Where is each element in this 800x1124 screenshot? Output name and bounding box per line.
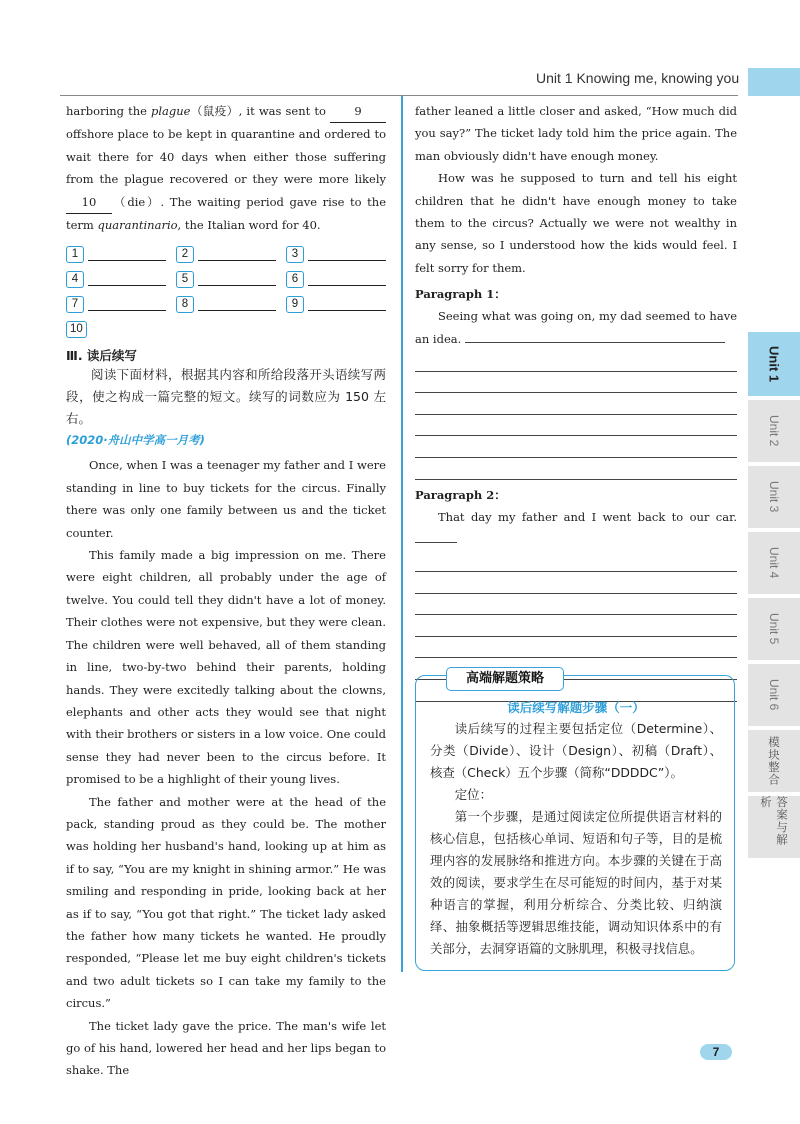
source-label: (2020·舟山中学高一月考) [66, 433, 205, 448]
answer-slot[interactable] [286, 292, 386, 313]
story-paragraph: Once, when I was a teenager my father and I were standing in line to buy tickets for the circus. Finally there was only one family between us and the ticket counter. [66, 458, 386, 540]
paragraph-2-label: Paragraph 2： [415, 487, 506, 502]
strategy-subtitle: 读后续写解题步骤（一） [507, 700, 645, 715]
header-rule [60, 95, 738, 96]
answer-slot[interactable] [286, 242, 386, 263]
story-paragraph: father leaned a little closer and asked, “How much did you say?” The ticket lady told him the price again. The man obviously didn't have enough money. [415, 104, 737, 163]
strategy-paragraph: 第一个步骤，是通过阅读定位所提供语言材料的核心信息，包括核心单词、短语和句子等，目的是梳理内容的发展脉络和推进方向。本步骤的关键在于高效的阅读，要求学生在尽可能短的时间内，基于对某种语言的掌握，利用分析综合、分类比较、归纳演绎、抽象概括等逻辑思维技能，调动知识体系中的有关部分，去洞穿语篇的文脉肌理，积极寻找信息。 [430, 809, 722, 956]
answer-slot[interactable] [286, 267, 386, 288]
paragraph-1-writing-area[interactable] [415, 350, 737, 480]
right-column [415, 100, 737, 702]
tab-unit-1[interactable]: Unit 1 [748, 332, 800, 396]
paragraph-1-opening: Seeing what was going on, my dad seemed to have an idea. [415, 309, 737, 346]
blank-number: 6 [286, 271, 304, 288]
strategy-tab-label: 高端解题策略 [446, 667, 564, 691]
blank-number: 1 [66, 246, 84, 263]
tab-unit-2[interactable]: Unit 2 [748, 400, 800, 462]
paragraph-1-label: Paragraph 1： [415, 287, 506, 302]
page-number: 7 [700, 1044, 732, 1060]
answer-blank-10[interactable]: 10 [66, 191, 112, 214]
header-color-block [748, 68, 800, 96]
answer-blank-9[interactable]: 9 [330, 100, 386, 123]
instructions: 阅读下面材料，根据其内容和所给段落开头语续写两段，使之构成一篇完整的短文。续写的词数应为 150 左右。 [66, 367, 386, 427]
blank-number: 4 [66, 271, 84, 288]
blank-number: 2 [176, 246, 194, 263]
tab-unit-6[interactable]: Unit 6 [748, 664, 800, 726]
blank-number: 10 [66, 321, 87, 338]
strategy-paragraph: 定位： [454, 787, 492, 802]
tab-unit-4[interactable]: Unit 4 [748, 532, 800, 594]
section-title: Ⅲ. 读后续写 [66, 348, 137, 364]
strategy-paragraph: 读后续写的过程主要包括定位（Determine）、分类（Divide）、设计（Design）、初稿（Draft）、核查（Check）五个步骤（简称“DDDDC”）。 [430, 721, 722, 780]
story-paragraph: The father and mother were at the head of the pack, standing proud as they could be. The mother was holding her husband's hand, looking up at him as if to say, “You are my knight in shining armor.” He was smiling and responding in pride, looking back at her as if to say, “You got that right.” The ticket lady asked the father how many tickets he wanted. He proudly responded, “Please let me buy eight children's tickets and two adult tickets so I can take my family to the circus.” [66, 794, 386, 1011]
tab-answers[interactable]: 答案与解析 [748, 796, 800, 858]
tab-module-integration[interactable]: 模块整合 [748, 730, 800, 792]
answer-slot[interactable] [176, 292, 276, 313]
answer-slot[interactable] [66, 242, 166, 263]
blank-number: 3 [286, 246, 304, 263]
story-paragraph: The ticket lady gave the price. The man's wife let go of his hand, lowered her head and her lips began to shake. The [66, 1018, 386, 1078]
left-column [66, 100, 386, 1082]
blank-number: 7 [66, 296, 84, 313]
answer-slot[interactable] [66, 267, 166, 288]
answer-slot[interactable] [176, 267, 276, 288]
side-navigation [748, 332, 800, 862]
answer-blank-grid [66, 242, 386, 338]
blank-number: 9 [286, 296, 304, 313]
story-paragraph: How was he supposed to turn and tell his eight children that he didn't have enough money to take them to the circus? Actually we were not wealthy in any sense, so I understood how the kids would feel. I felt sorry for them. [415, 171, 737, 275]
running-header: Unit 1 Knowing me, knowing you [536, 70, 740, 86]
answer-slot[interactable] [176, 242, 276, 263]
passage-paragraph: harboring the plague（鼠疫）, it was sent to 9 offshore place to be kept in quarantine and ordered to wait there for 40 days when either those suffering from the plague recovered or they were more likely 10 （die）. The waiting period gave rise to the term quarantinario, the Italian word for 40. [66, 100, 386, 236]
blank-number: 5 [176, 271, 194, 288]
column-divider [401, 96, 403, 972]
paragraph-2-opening: That day my father and I went back to our car. [415, 506, 737, 551]
story-paragraph: This family made a big impression on me. There were eight children, all probably under the age of twelve. You could tell they didn't have a lot of money. Their clothes were not expensive, but they were clean. The children were well behaved, all of them standing in line, two-by-two behind their parents, holding hands. They were excitedly talking about the clowns, elephants and other acts they would see that night with their brothers or sisters in a low voice. One could sense they had never been to the circus before. It promised to be a highlight of their young lives. [66, 548, 386, 787]
tab-unit-3[interactable]: Unit 3 [748, 466, 800, 528]
blank-number: 8 [176, 296, 194, 313]
strategy-content [430, 698, 722, 960]
answer-slot[interactable] [66, 317, 166, 338]
tab-unit-5[interactable]: Unit 5 [748, 598, 800, 660]
answer-slot[interactable] [66, 292, 166, 313]
